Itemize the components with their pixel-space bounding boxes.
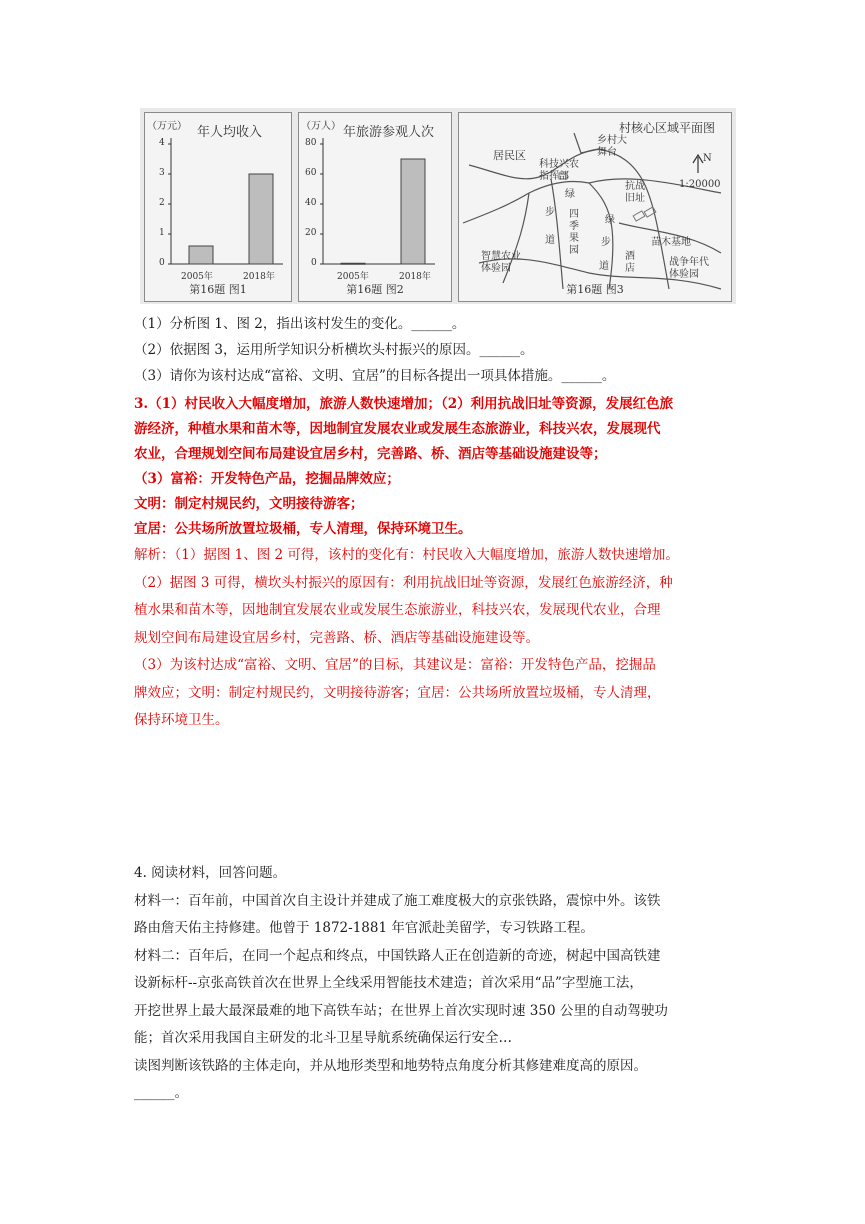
fig2-unit: （万人）: [301, 121, 341, 132]
fig1-unit: （万元）: [147, 121, 187, 132]
map-label-green: 绿: [565, 189, 575, 200]
map-label-walk: 步: [545, 207, 555, 218]
answer-line: 宜居：公共场所放置垃圾桶，专人清理，保持环境卫生。: [134, 521, 472, 537]
q4-line: 开挖世界上最大最深最难的地下高铁车站；在世界上首次实现时速 350 公里的自动驾驶功: [134, 1003, 668, 1019]
fig1-ytick: 1: [159, 228, 165, 238]
fig2-ytick: 20: [305, 228, 317, 238]
fig2-xcat: 2005年: [337, 272, 369, 282]
fig1-xcat: 2005年: [181, 272, 213, 282]
bar: [249, 174, 273, 264]
bar: [189, 246, 213, 264]
answer-line: 农业，合理规划空间布局建设宜居乡村，完善路、桥、酒店等基础设施建设等；: [134, 446, 607, 462]
answer-line: （3）富裕：开发特色产品，挖掘品牌效应；: [134, 471, 400, 487]
analysis-line: （3）为该村达成“富裕、文明、宜居”的目标，其建议是：富裕：开发特色产品，挖掘品: [134, 657, 656, 673]
question-3: （3）请你为该村达成“富裕、文明、宜居”的目标各提出一项具体措施。______。: [134, 368, 616, 384]
map-label-walk: 道: [545, 235, 555, 246]
fig1-caption: 第16题 图1: [189, 283, 247, 296]
fig1-ytick: 3: [159, 168, 165, 178]
fig1-xcat: 2018年: [243, 272, 275, 282]
fig2-ytick: 40: [305, 198, 317, 208]
q4-line: 材料二：百年后，在同一个起点和终点，中国铁路人正在创造新的奇迹，树起中国高铁建: [134, 948, 661, 964]
map-label-hotel: 酒店: [625, 251, 635, 274]
q4-line: 能；首次采用我国自主研发的北斗卫星导航系统确保运行安全…: [134, 1030, 512, 1046]
q4-line: 设新标杆--京张高铁首次在世界上全线采用智能技术建造；首次采用“品”字型施工法，: [134, 975, 643, 991]
q4-line: 材料一：百年前，中国首次自主设计并建成了施工难度极大的京张铁路，震惊中外。该铁: [134, 893, 661, 909]
fig3-caption: 第16题 图3: [566, 283, 624, 296]
map-label-tech: 科技兴农指挥部: [539, 159, 579, 182]
map-label-nursery: 苗木基地: [651, 237, 691, 248]
answer-line: 文明：制定村规民约，文明接待游客；: [134, 496, 364, 512]
map-title: 村核心区域平面图: [619, 121, 716, 135]
analysis-line: 保持环境卫生。: [134, 712, 229, 728]
fig2-ytick: 60: [305, 168, 317, 178]
figures-strip: [140, 108, 736, 304]
analysis-line: 牌效应；文明：制定村规民约，文明接待游客；宜居：公共场所放置垃圾桶，专人清理，: [134, 685, 661, 701]
answer-line: 游经济，种植水果和苗木等，因地制宜发展农业或发展生态旅游业，科技兴农，发展现代: [134, 421, 661, 437]
map-label-walk: 步: [601, 237, 611, 248]
answer-line: 3.（1）村民收入大幅度增加，旅游人数快速增加；（2）利用抗战旧址等资源，发展红色旅: [134, 396, 674, 412]
fig2-ytick: 80: [305, 138, 317, 148]
map-label-residential: 居民区: [493, 149, 526, 162]
map-scale: 1:20000: [679, 179, 721, 190]
map-label-agri: 智慧农业体验园: [481, 251, 521, 274]
fig1-ytick: 0: [159, 258, 165, 268]
bar: [341, 263, 365, 264]
figure-2-visitors-chart: [298, 112, 452, 302]
fig1-ytick: 2: [159, 198, 165, 208]
bar: [401, 159, 425, 264]
map-label-stage: 乡村大舞台: [597, 135, 627, 158]
fig2-xcat: 2018年: [399, 272, 431, 282]
map-label-green: 绿: [605, 215, 615, 226]
question-2: （2）依据图 3，运用所学知识分析横坎头村振兴的原因。______。: [134, 342, 534, 358]
q4-line: 路由詹天佑主持修建。他曾于 1872-1881 年官派赴美留学，专习铁路工程。: [134, 920, 594, 936]
figure-1-income-chart: [144, 112, 292, 302]
map-label-ruins: 抗战旧址: [625, 181, 645, 204]
question-1: （1）分析图 1、图 2，指出该村发生的变化。______。: [134, 316, 466, 332]
analysis-line: 规划空间布局建设宜居乡村，完善路、桥、酒店等基础设施建设等。: [134, 630, 539, 646]
figure-3-village-map: [458, 112, 732, 302]
analysis-line: 植水果和苗木等，因地制宜发展农业或发展生态旅游业，科技兴农，发展现代农业，合理: [134, 602, 661, 618]
q4-line: ______。: [134, 1085, 188, 1101]
map-label-war: 战争年代体验园: [669, 257, 709, 280]
fig2-ytick: 0: [311, 258, 317, 268]
map-label-orchard: 四季果园: [569, 209, 579, 256]
analysis-line: 解析：（1）据图 1、图 2 可得，该村的变化有：村民收入大幅度增加，旅游人数快速增加。: [134, 547, 679, 563]
fig2-title: 年旅游参观人次: [343, 125, 435, 140]
map-label-walk: 道: [599, 261, 609, 272]
q4-line: 4. 阅读材料，回答问题。: [134, 865, 287, 881]
analysis-line: （2）据图 3 可得，横坎头村振兴的原因有：利用抗战旧址等资源，发展红色旅游经济，种: [134, 575, 673, 591]
fig1-ytick: 4: [159, 138, 165, 148]
fig2-caption: 第16题 图2: [346, 283, 404, 296]
fig1-title: 年人均收入: [197, 125, 263, 140]
map-north-label: N: [703, 153, 712, 164]
q4-line: 读图判断该铁路的主体走向，并从地形类型和地势特点角度分析其修建难度高的原因。: [134, 1058, 647, 1074]
